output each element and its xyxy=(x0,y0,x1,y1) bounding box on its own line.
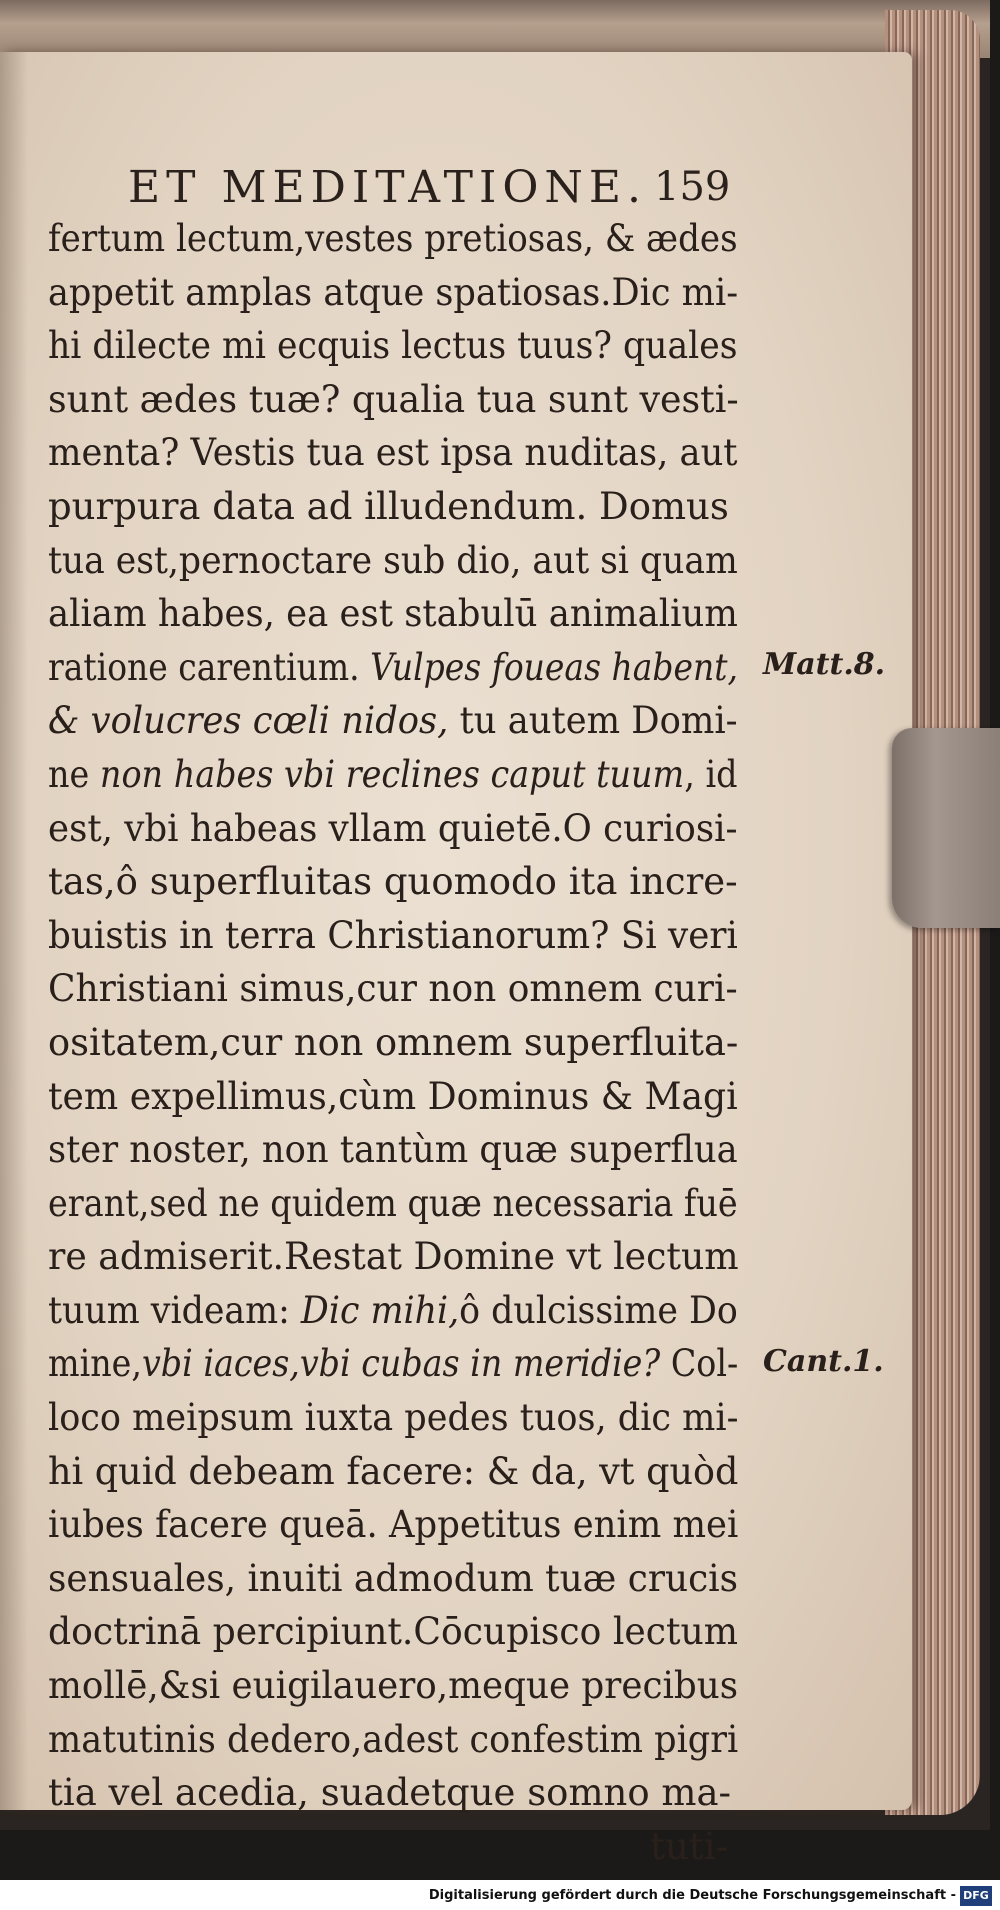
text-segment: iubes facere queā. Appetitus enim mei xyxy=(48,1503,739,1547)
text-segment: mollē,&si euigilauero,meque precibus xyxy=(48,1664,739,1708)
text-line xyxy=(48,1713,739,1767)
text-line xyxy=(48,1391,739,1445)
text-segment: mine, xyxy=(48,1342,142,1386)
text-line xyxy=(48,266,739,320)
text-line xyxy=(48,319,738,373)
text-segment: sunt ædes tuæ? qualia tua sunt vesti- xyxy=(48,377,739,421)
text-segment: loco meipsum iuxta pedes tuos, dic mi- xyxy=(48,1396,739,1440)
italic-segment: & volucres cœli nidos, xyxy=(48,699,449,743)
text-segment: buistis in terra Christianorum? Si veri xyxy=(48,913,738,957)
italic-segment: Dic mihi, xyxy=(300,1288,460,1332)
text-line xyxy=(48,212,738,266)
text-line xyxy=(48,748,738,802)
text-line xyxy=(48,426,738,480)
text-line xyxy=(48,1605,739,1659)
text-segment: sensuales, inuiti admodum tuæ crucis xyxy=(48,1556,739,1600)
text-line xyxy=(48,855,738,909)
text-line xyxy=(48,1070,738,1124)
running-head: ET MEDITATIONE. xyxy=(128,162,647,213)
body-text xyxy=(48,212,738,1873)
italic-segment: non habes vbi reclines caput tuum xyxy=(99,752,685,796)
catchword: tuti- xyxy=(650,1824,728,1868)
footer-credit: Digitalisierung gefördert durch die Deutsche Forschungsgemeinschaft - xyxy=(428,1888,956,1903)
text-line xyxy=(48,1445,739,1499)
margin-note: Cant.1. xyxy=(763,1343,884,1379)
text-segment: ster noster, non tantùm quæ superflua xyxy=(48,1128,738,1172)
dfg-logo-icon: DFG xyxy=(960,1886,992,1906)
text-line xyxy=(48,802,738,856)
text-segment: tas,ô superfluitas quomodo ita incre- xyxy=(48,860,738,904)
text-line xyxy=(48,1659,739,1713)
italic-segment: Vulpes foueas habent, xyxy=(370,645,738,689)
text-segment: matutinis dedero,adest confestim pigri xyxy=(48,1717,739,1761)
margin-note: Matt.8. xyxy=(763,646,886,682)
text-segment: hi quid debeam facere: & da, vt quòd xyxy=(48,1449,739,1493)
page-number: 159 xyxy=(654,164,731,210)
text-segment: tu autem Domi- xyxy=(448,699,738,743)
text-line xyxy=(48,1552,739,1606)
text-line xyxy=(48,962,738,1016)
text-line xyxy=(48,694,738,748)
text-segment: ô dulcissime Do xyxy=(459,1288,738,1332)
text-segment: tua est,pernoctare sub dio, aut si quam xyxy=(48,538,738,582)
text-line xyxy=(48,1337,739,1391)
text-line xyxy=(48,909,738,963)
text-segment: re admiserit.Restat Domine vt lectum xyxy=(48,1235,739,1279)
text-segment: doctrinā percipiunt.Cōcupisco lectum xyxy=(48,1610,739,1654)
text-line xyxy=(48,1230,739,1284)
text-line xyxy=(48,1284,738,1338)
text-segment: ne xyxy=(48,752,100,796)
book-top-edge xyxy=(0,0,990,58)
text-segment: appetit amplas atque spatiosas.Dic mi- xyxy=(48,270,739,314)
text-line xyxy=(48,1016,739,1070)
text-segment: tia vel acedia, suadetque somno ma- xyxy=(48,1771,732,1815)
bookmark-ribbon xyxy=(892,728,1000,928)
text-line xyxy=(48,1498,739,1552)
text-line xyxy=(48,480,738,534)
text-segment: aliam habes, ea est stabulū animalium xyxy=(48,592,738,636)
text-segment: , id xyxy=(684,752,738,796)
text-line xyxy=(48,587,738,641)
text-segment: tem expellimus,cùm Dominus & Magi xyxy=(48,1074,738,1118)
text-segment: est, vbi habeas vllam quietē.O curiosi- xyxy=(48,806,738,850)
spine-shadow xyxy=(0,52,28,1810)
text-line xyxy=(48,534,738,588)
text-line xyxy=(48,1177,738,1231)
text-segment: purpura data ad illudendum. Domus xyxy=(48,484,729,528)
text-line xyxy=(48,641,738,695)
text-line xyxy=(48,1123,738,1177)
text-segment: tuum videam: xyxy=(48,1288,301,1332)
text-segment: Col- xyxy=(660,1342,739,1386)
text-segment: ositatem,cur non omnem superfluita- xyxy=(48,1020,739,1064)
text-segment: menta? Vestis tua est ipsa nuditas, aut xyxy=(48,431,738,475)
text-segment: fertum lectum,vestes pretiosas, & ædes xyxy=(48,217,738,260)
text-segment: hi dilecte mi ecquis lectus tuus? quales xyxy=(48,324,738,368)
text-segment: erant,sed ne quidem quæ necessaria fuē xyxy=(48,1181,738,1225)
italic-segment: vbi iaces,vbi cubas in meridie? xyxy=(141,1342,661,1386)
text-segment: Christiani simus,cur non omnem curi- xyxy=(48,967,738,1011)
text-line xyxy=(48,1766,738,1820)
text-segment: ratione carentium. xyxy=(48,645,371,689)
text-line xyxy=(48,373,739,427)
